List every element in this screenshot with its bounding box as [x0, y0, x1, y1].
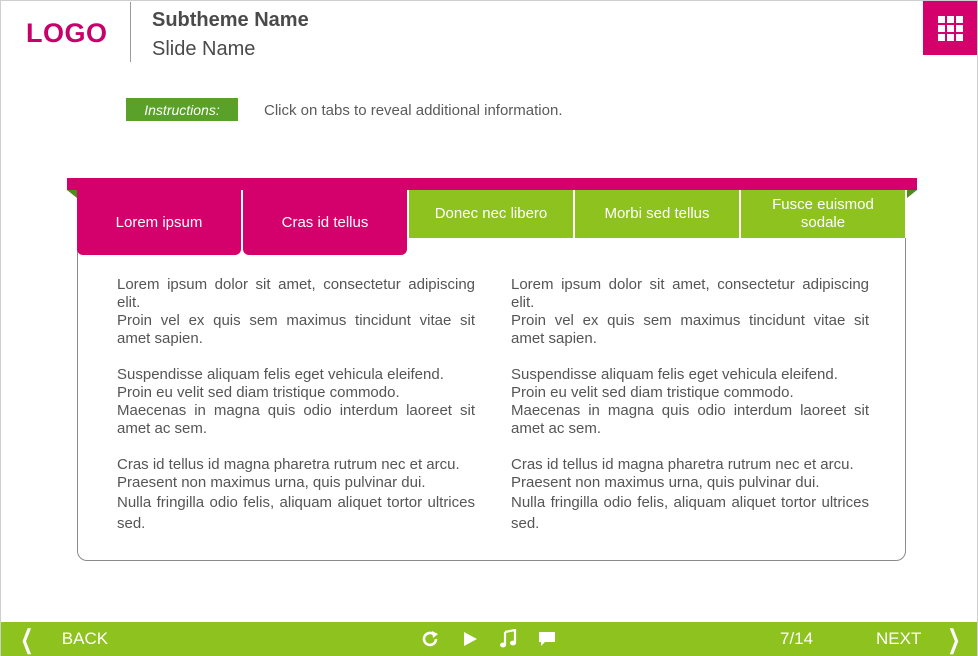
back-button[interactable]	[16, 622, 108, 656]
footer-bar	[1, 622, 977, 656]
chat-icon[interactable]	[535, 627, 559, 651]
ribbon-fold-right	[907, 190, 917, 198]
text-line: Cras id tellus id magna pharetra rutrum nec et arcu.	[511, 456, 854, 473]
text-line: Nulla fringilla odio felis, aliquam aliquet tortor ultrices sed.	[117, 494, 475, 532]
text-line: Cras id tellus id magna pharetra rutrum nec et arcu.	[117, 456, 460, 473]
text-line: Nulla fringilla odio felis, aliquam aliquet tortor ultrices sed.	[511, 494, 869, 532]
paragraph	[117, 366, 475, 438]
text-line: Praesent non maximus urna, quis pulvinar dui.	[117, 474, 426, 491]
tab-donec-nec-libero[interactable]	[409, 190, 573, 238]
instructions-text: Click on tabs to reveal additional information.	[264, 102, 563, 119]
content-column-right	[511, 276, 869, 552]
play-icon[interactable]	[458, 627, 482, 651]
back-label: BACK	[61, 629, 109, 648]
tab-morbi-sed-tellus[interactable]	[575, 190, 739, 238]
content-column-left	[117, 276, 475, 552]
text-line: Proin eu velit sed diam tristique commodo.	[511, 384, 794, 401]
grid-menu-icon	[938, 16, 963, 41]
tab-label: Morbi sed tellus	[604, 205, 710, 222]
tab-label: Lorem ipsum	[115, 213, 203, 231]
page-counter: 7/14	[780, 629, 814, 648]
text-line: Lorem ipsum dolor sit amet, consectetur adipiscing elit.	[511, 276, 869, 311]
chevron-left-icon: ❮	[20, 624, 34, 654]
text-line: Proin vel ex quis sem maximus tincidunt vitae sit amet sapien.	[117, 312, 475, 347]
text-line: Praesent non maximus urna, quis pulvinar dui.	[511, 474, 820, 491]
subtheme-title: Subtheme Name	[152, 9, 309, 31]
paragraph	[117, 276, 475, 348]
text-line: Suspendisse aliquam felis eget vehicula eleifend.	[117, 366, 444, 383]
paragraph	[117, 456, 475, 534]
next-label: NEXT	[876, 629, 922, 648]
text-line: Lorem ipsum dolor sit amet, consectetur adipiscing elit.	[117, 276, 475, 311]
tab-cras-id-tellus[interactable]	[243, 190, 407, 255]
tab-label: Cras id tellus	[281, 213, 369, 231]
tab-label: Fusce euismod sodale	[772, 196, 874, 231]
text-line: Suspendisse aliquam felis eget vehicula eleifend.	[511, 366, 838, 383]
tab-lorem-ipsum[interactable]	[77, 190, 241, 255]
ribbon-fold-left	[67, 190, 77, 198]
replay-icon[interactable]	[418, 627, 442, 651]
slide-title: Slide Name	[152, 38, 256, 60]
header-divider	[130, 2, 131, 62]
menu-button[interactable]	[923, 1, 977, 55]
music-icon[interactable]	[496, 627, 520, 651]
text-line: Proin vel ex quis sem maximus tincidunt vitae sit amet sapien.	[511, 312, 869, 347]
tab-fusce-euismod-sodale[interactable]	[741, 190, 905, 238]
tab-bar	[77, 190, 906, 255]
tab-header-bar	[67, 178, 917, 190]
text-line: Maecenas in magna quis odio interdum laoreet sit amet ac sem.	[511, 402, 869, 437]
paragraph	[511, 456, 869, 534]
text-line: Maecenas in magna quis odio interdum laoreet sit amet ac sem.	[117, 402, 475, 437]
paragraph	[511, 276, 869, 348]
paragraph	[511, 366, 869, 438]
next-button[interactable]	[876, 622, 965, 656]
tab-label: Donec nec libero	[434, 205, 548, 222]
chevron-right-icon: ❯	[947, 624, 961, 654]
logo: LOGO	[26, 18, 108, 48]
instructions-badge: Instructions:	[126, 98, 238, 121]
text-line: Proin eu velit sed diam tristique commodo.	[117, 384, 400, 401]
